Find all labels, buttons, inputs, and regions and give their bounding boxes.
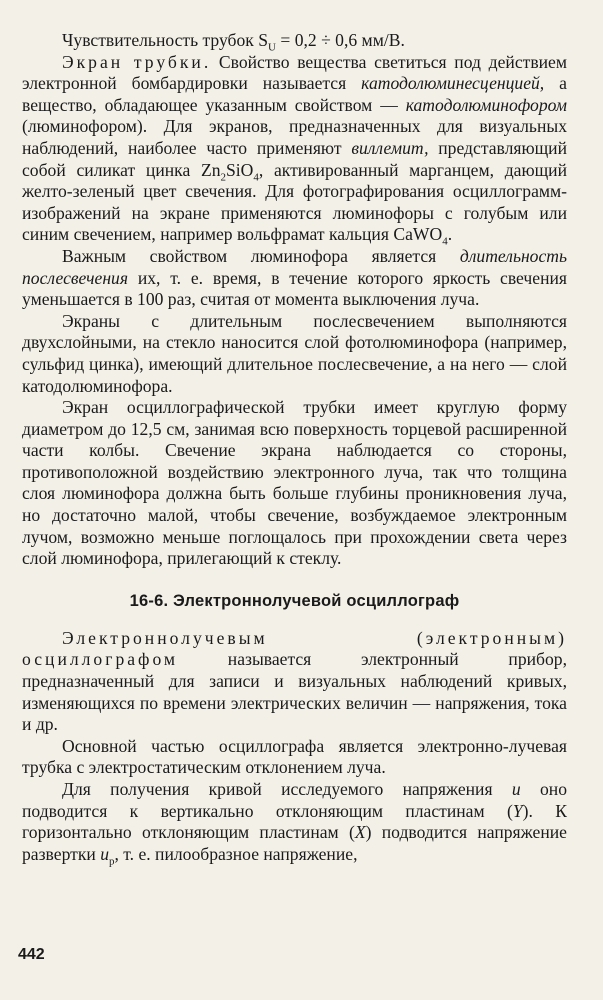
text-run: Важным свойством люминофора является xyxy=(62,245,460,266)
italic-symbol: u xyxy=(511,779,521,799)
text-run: ). К горизонтально отклоняющим пластинам ( xyxy=(22,800,567,843)
text-run: оно подводится к вертикально отклоняющим пластинам ( xyxy=(22,779,567,821)
subscript: 4 xyxy=(442,235,448,248)
italic-symbol: X xyxy=(354,822,366,843)
italic-term: катодолюминесценцией, xyxy=(361,73,545,94)
text-run: ) подводится напряжение развертки xyxy=(22,822,567,864)
paragraph-screen xyxy=(22,52,567,246)
italic-symbol: Y xyxy=(512,800,523,821)
text-run: Свойство вещества светиться под действием электронной бомбардировки называется xyxy=(22,51,567,94)
paragraph-main-part: Основной частью осциллографа является электронно-лучевая трубка с электростатическим отклонением луча. xyxy=(22,735,567,778)
text-run: а вещество, обладающее указанным свойством — xyxy=(22,73,567,115)
page-number: 442 xyxy=(18,946,45,963)
text-run: (люминофором). Для экранов, предназначенных для визуальных наблюдений, наиболее часто применяют xyxy=(22,116,567,158)
subscript: 4 xyxy=(253,171,259,184)
text-run: . xyxy=(447,224,453,245)
text-run: = 0,2 ÷ 0,6 мм/В. xyxy=(276,30,405,50)
text-run: их, т. е. время, в течение которого яркость свечения уменьшается в 100 раз, считая от момента выключения луча. xyxy=(22,267,567,310)
italic-term: виллемит, xyxy=(351,137,429,158)
paragraph-screen-shape: Экран осциллографической трубки имеет круглую форму диаметром до 12,5 см, занимая всю поверхность торцевой расширенной части колбы. Свечение экрана наблюдается со стороны, противоположной воздействию электронного луча, так что толщина слоя люминофора должна быть больше глубины проникновения луча, но достаточно малой, чтобы свечение, возбуждаемое электронным лучом, возможно меньше поглощалось при прохождении света через слой люминофора, прилегающий к стеклу. xyxy=(22,397,567,569)
run-in-heading: Экран трубки. xyxy=(62,51,212,72)
paragraph-afterglow xyxy=(22,246,567,311)
italic-symbol: u xyxy=(100,843,109,864)
text-run: Для получения кривой исследуемого напряжения xyxy=(62,779,512,799)
italic-term: катодолюминофором xyxy=(405,94,567,115)
text-run: представляющий собой силикат цинка Zn xyxy=(22,137,567,180)
spaced-term: Электроннолучевым (электронным) осциллографом xyxy=(22,627,567,670)
paragraph-voltage-curve xyxy=(22,779,567,868)
paragraph-sensitivity xyxy=(22,30,567,52)
subscript: U xyxy=(268,41,276,54)
section-heading: 16-6. Электроннолучевой осциллограф xyxy=(129,591,460,610)
text-run: , т. е. пилообразное напряжение, xyxy=(114,843,358,864)
paragraph-two-layer: Экраны с длительным послесвечением выполняются двухслойными, на стекло наносится слой фотолюминофора (например, сульфид цинка), имеющий длительное послесвечение, а на него — слой катодолюминофора. xyxy=(22,310,567,396)
subscript: 2 xyxy=(220,171,226,184)
paragraph-oscillograph-definition xyxy=(22,628,567,736)
text-run: SiO xyxy=(226,159,254,180)
text-run: Чувствительность трубок S xyxy=(62,30,269,50)
subscript: р xyxy=(108,855,115,868)
italic-term: длительность послесвечения xyxy=(22,245,567,288)
text-run: называется электронный прибор, предназначенный для записи и визуальных наблюдений кривых, изменяющихся по времени электрических величин — напряжения, тока и др. xyxy=(22,649,567,735)
text-run: , активированный марганцем, дающий желто-зеленый цвет свечения. Для фотографирования осциллограмм-изображений на экране применяются люминофоры с голубым или синим свечением, например вольфрамат кальция CaWO xyxy=(22,159,567,245)
